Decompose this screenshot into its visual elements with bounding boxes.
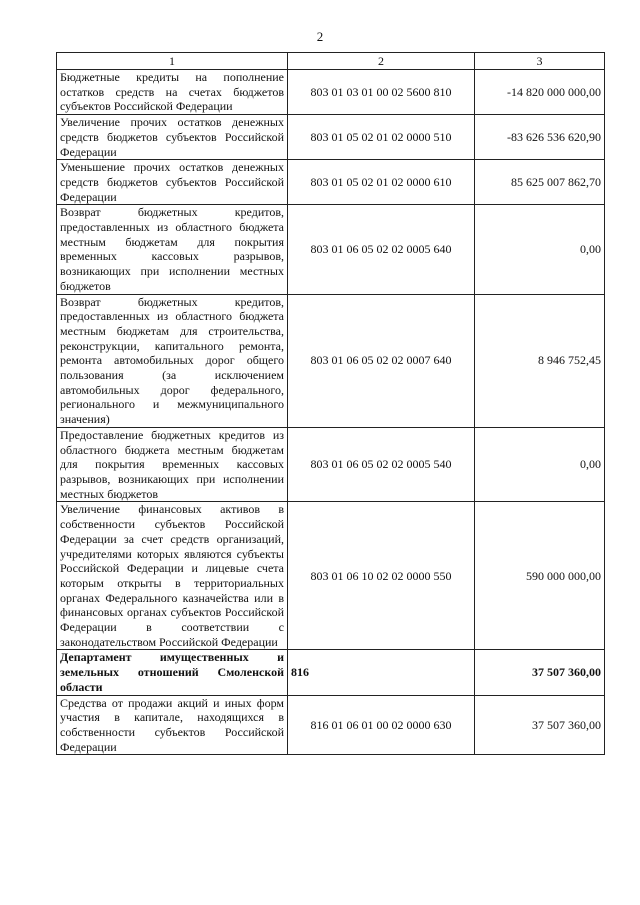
row-name-cell: Возврат бюджетных кредитов, предоставленных из областного бюджета местным бюджетам для строительства, реконструкции, капитального ремонта, ремонта автомобильных дорог общего пользования (за исключением автомобильных дорог федерального, регионального и межмуниципального значения) xyxy=(57,294,288,427)
page-number: 2 xyxy=(316,29,324,44)
table-row xyxy=(57,502,605,650)
row-name-cell: Увеличение финансовых активов в собственности субъектов Российской Федерации за счет средств организаций, учредителями которых являются субъекты Российской Федерации и лицевые счета которым открыты в территориальных органах Федерального казначейства или в финансовых органах субъектов Российской Федерации в соответствии с законодательством Российской Федерации xyxy=(57,502,288,650)
column-1-header: 1 xyxy=(57,53,288,70)
row-amount-cell: 85 625 007 862,70 xyxy=(475,160,605,205)
row-code-cell: 803 01 06 05 02 02 0007 640 xyxy=(288,294,475,427)
row-code-cell: 816 01 06 01 00 02 0000 630 xyxy=(288,695,475,755)
table-header-row xyxy=(57,53,605,70)
row-name-cell: Увеличение прочих остатков денежных средств бюджетов субъектов Российской Федерации xyxy=(57,115,288,160)
row-code-cell: 803 01 06 10 02 02 0000 550 xyxy=(288,502,475,650)
table-row xyxy=(57,427,605,502)
row-amount-cell: 8 946 752,45 xyxy=(475,294,605,427)
row-code-cell: 803 01 06 05 02 02 0005 640 xyxy=(288,205,475,294)
row-code-cell: 803 01 06 05 02 02 0005 540 xyxy=(288,427,475,502)
row-amount-cell: -83 626 536 620,90 xyxy=(475,115,605,160)
row-amount-cell: 37 507 360,00 xyxy=(475,650,605,695)
row-amount-cell: -14 820 000 000,00 xyxy=(475,70,605,115)
row-name-cell: Департамент имущественных и земельных отношений Смоленской области xyxy=(57,650,288,695)
row-name-cell: Предоставление бюджетных кредитов из областного бюджета местным бюджетам для покрытия временных кассовых разрывов, возникающих при исполнении местных бюджетов xyxy=(57,427,288,502)
row-amount-cell: 0,00 xyxy=(475,205,605,294)
table-row xyxy=(57,70,605,115)
row-code-cell: 803 01 05 02 01 02 0000 610 xyxy=(288,160,475,205)
row-amount-cell: 37 507 360,00 xyxy=(475,695,605,755)
row-code-cell: 803 01 03 01 00 02 5600 810 xyxy=(288,70,475,115)
row-code-cell: 816 xyxy=(288,650,475,695)
table-row xyxy=(57,695,605,755)
table-row xyxy=(57,160,605,205)
row-name-cell: Бюджетные кредиты на пополнение остатков средств на счетах бюджетов субъектов Российской Федерации xyxy=(57,70,288,115)
column-3-header: 3 xyxy=(475,53,605,70)
row-code-cell: 803 01 05 02 01 02 0000 510 xyxy=(288,115,475,160)
row-name-cell: Средства от продажи акций и иных форм участия в капитале, находящихся в собственности субъектов Российской Федерации xyxy=(57,695,288,755)
budget-sources-table xyxy=(56,52,605,755)
row-name-cell: Возврат бюджетных кредитов, предоставленных из областного бюджета местным бюджетам для покрытия временных кассовых разрывов, возникающих при исполнении местных бюджетов xyxy=(57,205,288,294)
column-2-header: 2 xyxy=(288,53,475,70)
table-row xyxy=(57,205,605,294)
table-row xyxy=(57,294,605,427)
row-amount-cell: 590 000 000,00 xyxy=(475,502,605,650)
row-amount-cell: 0,00 xyxy=(475,427,605,502)
table-row xyxy=(57,115,605,160)
row-name-cell: Уменьшение прочих остатков денежных средств бюджетов субъектов Российской Федерации xyxy=(57,160,288,205)
table-row xyxy=(57,650,605,695)
